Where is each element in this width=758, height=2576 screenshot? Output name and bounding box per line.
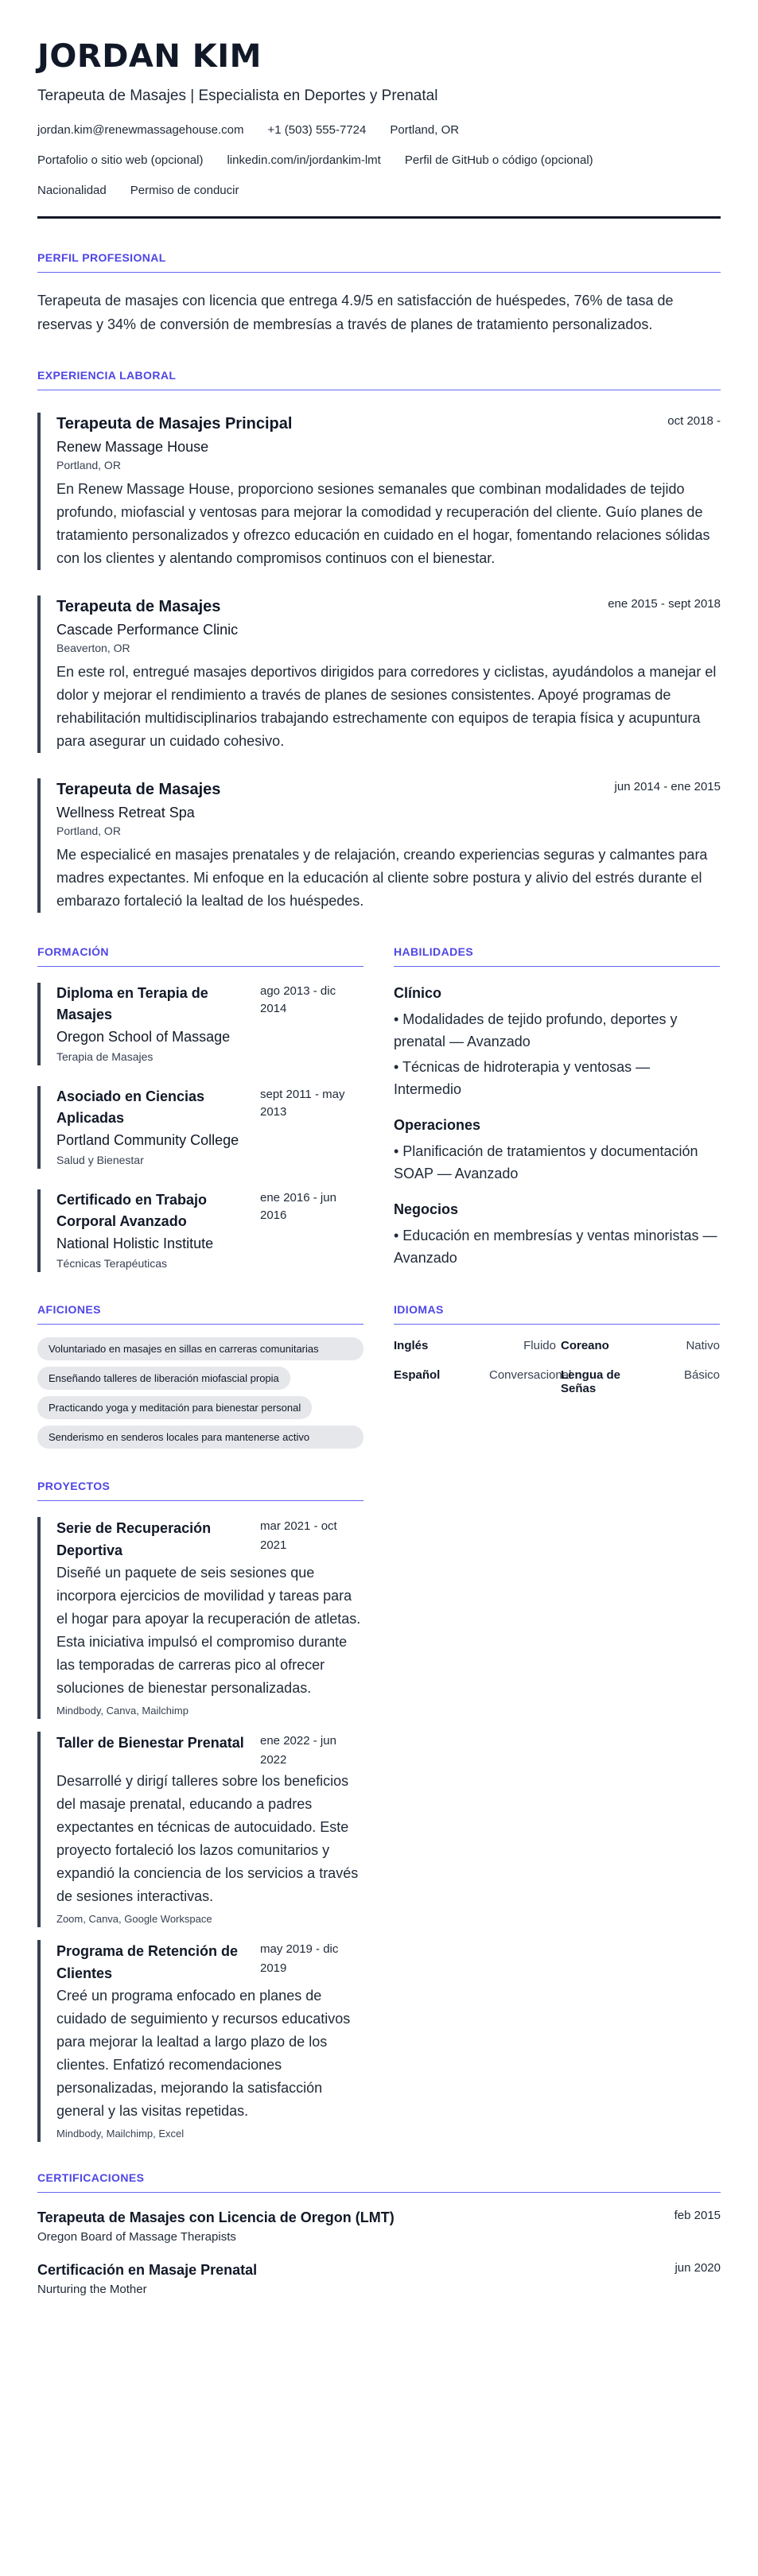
education-dates: ago 2013 - dic 2014 (260, 984, 336, 1015)
section-divider (37, 1324, 363, 1325)
job-company: Wellness Retreat Spa (56, 805, 195, 821)
education-institution: National Holistic Institute (56, 1236, 214, 1251)
contact-nationality: Nacionalidad (37, 184, 107, 197)
job-company: Renew Massage House (56, 439, 209, 455)
education-dates: ene 2016 - jun 2016 (260, 1191, 336, 1222)
job-dates: oct 2018 - (667, 414, 721, 428)
project-tools: Mindbody, Mailchimp, Excel (56, 2128, 185, 2140)
candidate-headline: Terapeuta de Masajes | Especialista en Deportes y Prenatal (37, 87, 438, 104)
language-level: Nativo (686, 1339, 720, 1352)
contact-linkedin[interactable]: linkedin.com/in/jordankim-lmt (227, 153, 381, 167)
experience-item (37, 778, 721, 913)
education-field: Técnicas Terapéuticas (56, 1257, 168, 1270)
experience-section (37, 368, 721, 913)
section-title: HABILIDADES (394, 945, 474, 958)
section-title: EXPERIENCIA LABORAL (37, 369, 177, 382)
header-divider (37, 216, 721, 219)
project-item (37, 1517, 363, 1719)
project-description: Desarrollé y dirigí talleres sobre los beneficios del masaje prenatal, educando a padres expectantes en técnicas de autocuidado. Este proyecto fortaleció los lazos comunitarios y expandió la conciencia de los servicios a través de sesiones interactivas. (56, 1773, 359, 1904)
certification-item (37, 2260, 721, 2299)
section-title: FORMACIÓN (37, 945, 109, 958)
skill-group (394, 1199, 720, 1269)
contact-location: Portland, OR (390, 123, 460, 137)
job-location: Portland, OR (56, 459, 121, 471)
education-skills-row (37, 945, 721, 1272)
summary-section (37, 250, 721, 336)
certification-issuer: Oregon Board of Massage Therapists (37, 2230, 236, 2244)
education-institution: Oregon School of Massage (56, 1029, 231, 1045)
project-item (37, 1732, 363, 1927)
project-description: Diseñé un paquete de seis sesiones que incorpora ejercicios de movilidad y tareas para el hogar para apoyar la recuperación de atletas. Esta iniciativa impulsó el compromiso durante las temporadas de carreras pico al ofrecer soluciones de bienestar personalizadas. (56, 1565, 361, 1696)
project-title: Programa de Retención de Clientes (56, 1943, 239, 1981)
certification-item (37, 2207, 721, 2247)
hobbies-section (37, 1302, 363, 1449)
candidate-name: JORDAN KIM (37, 38, 262, 75)
contact-phone[interactable]: +1 (503) 555-7724 (267, 123, 367, 137)
hobby-chip: Enseñando talleres de liberación miofascial propia (37, 1367, 290, 1390)
job-dates: ene 2015 - sept 2018 (608, 597, 721, 611)
project-tools: Mindbody, Canva, Mailchimp (56, 1705, 189, 1717)
job-title: Terapeuta de Masajes (56, 781, 221, 798)
summary-text: Terapeuta de masajes con licencia que entrega 4.9/5 en satisfacción de huéspedes, 76% de tasa de reservas y 34% de conversión de membresías a través de planes de tratamiento personalizados. (37, 293, 674, 332)
certification-issuer: Nurturing the Mother (37, 2283, 147, 2296)
skill-item: • Modalidades de tejido profundo, deportes y prenatal — Avanzado (394, 1011, 678, 1049)
job-description: Me especialicé en masajes prenatales y de relajación, creando experiencias seguras y calmantes para madres expectantes. Mi enfoque en la educación al cliente sobre postura y alivio del estrés durante el embarazo fortaleció la lealtad de los huéspedes. (56, 847, 708, 909)
project-title: Serie de Recuperación Deportiva (56, 1520, 212, 1558)
education-field: Terapia de Masajes (56, 1050, 154, 1063)
job-location: Portland, OR (56, 824, 121, 837)
project-description: Creé un programa enfocado en planes de cuidado de seguimiento y recursos educativos para mejorar la lealtad a largo plazo de los clientes. Enfatizó recomendaciones personalizadas, mejorando la satisfacción general y las visitas repetidas. (56, 1988, 351, 2119)
project-title: Taller de Bienestar Prenatal (56, 1735, 244, 1751)
job-description: En Renew Massage House, proporciono sesiones semanales que combinan modalidades de tejido profundo, miofascial y ventosas para mejorar la comodidad y recuperación del cliente. Guío planes de tratamiento personalizados y ofrezco educación en cuidado en el hogar, fomentando relaciones sólidas con los clientes y alentando compromisos continuos con el bienestar. (56, 481, 710, 566)
education-item (37, 983, 363, 1065)
section-title: AFICIONES (37, 1303, 101, 1316)
skill-group (394, 1115, 720, 1185)
language-level: Conversacional (489, 1368, 572, 1382)
project-dates: may 2019 - dic 2019 (260, 1942, 339, 1975)
education-institution: Portland Community College (56, 1132, 239, 1148)
contact-website[interactable]: Portafolio o sitio web (opcional) (37, 153, 204, 167)
education-field: Salud y Bienestar (56, 1154, 144, 1166)
project-item (37, 1940, 363, 2142)
education-dates: sept 2011 - may 2013 (260, 1088, 345, 1119)
language-name: Español (394, 1368, 441, 1382)
experience-item (37, 596, 721, 753)
degree-title: Certificado en Trabajo Corporal Avanzado (56, 1192, 208, 1229)
contact-driving-license: Permiso de conducir (130, 184, 239, 197)
education-item (37, 1086, 363, 1169)
skill-group-title: Clínico (394, 985, 442, 1001)
skill-item: • Educación en membresías y ventas minoristas — Avanzado (394, 1228, 717, 1266)
section-title: IDIOMAS (394, 1303, 444, 1316)
section-title: CERTIFICACIONES (37, 2171, 145, 2184)
section-title: PROYECTOS (37, 1480, 111, 1492)
hobby-list (37, 1337, 363, 1449)
language-list (394, 1339, 720, 1395)
project-tools: Zoom, Canva, Google Workspace (56, 1913, 212, 1925)
job-location: Beaverton, OR (56, 642, 130, 654)
job-title: Terapeuta de Masajes Principal (56, 415, 293, 433)
certification-name: Certificación en Masaje Prenatal (37, 2262, 258, 2278)
resume-header (37, 35, 721, 219)
skill-group (394, 983, 720, 1100)
language-level: Básico (683, 1368, 720, 1382)
section-divider (37, 272, 721, 273)
section-divider (394, 966, 720, 967)
section-divider (37, 966, 363, 967)
degree-title: Asociado en Ciencias Aplicadas (56, 1088, 205, 1126)
job-company: Cascade Performance Clinic (56, 622, 239, 638)
job-title: Terapeuta de Masajes (56, 598, 221, 615)
contact-email[interactable]: jordan.kim@renewmassagehouse.com (37, 123, 244, 137)
project-dates: ene 2022 - jun 2022 (260, 1734, 336, 1767)
hobby-chip: Senderismo en senderos locales para mantenerse activo (37, 1426, 363, 1449)
skill-group-title: Operaciones (394, 1117, 481, 1133)
projects-section (37, 1479, 363, 2142)
section-divider (394, 1324, 720, 1325)
section-divider (37, 2192, 721, 2193)
language-name: Coreano (561, 1339, 609, 1352)
certifications-section (37, 2171, 721, 2299)
language-level: Fluido (523, 1339, 556, 1352)
hobby-chip: Practicando yoga y meditación para bienestar personal (37, 1396, 312, 1419)
skills-section (394, 945, 720, 1272)
skill-item: • Técnicas de hidroterapia y ventosas — Intermedio (394, 1059, 651, 1097)
job-description: En este rol, entregué masajes deportivos dirigidos para corredores y ciclistas, ayudándolos a manejar el dolor y mejorar el rendimiento a través de planes de sesiones consistentes. Apoyé programas de rehabilitación multidisciplinarios trabajando estrechamente con equipos de terapia física y acupuntura para asegurar un cuidado cohesivo. (56, 664, 717, 749)
certification-name: Terapeuta de Masajes con Licencia de Oregon (LMT) (37, 2209, 395, 2225)
skill-item: • Planificación de tratamientos y documentación SOAP — Avanzado (394, 1143, 698, 1181)
hobby-chip: Voluntariado en masajes en sillas en carreras comunitarias (37, 1337, 363, 1360)
education-item (37, 1189, 363, 1272)
language-name: Lengua de Señas (561, 1368, 621, 1395)
language-name: Inglés (394, 1339, 429, 1352)
certification-date: feb 2015 (674, 2209, 721, 2222)
experience-item (37, 413, 721, 570)
project-dates: mar 2021 - oct 2021 (260, 1519, 337, 1552)
skill-group-title: Negocios (394, 1201, 459, 1217)
section-divider (37, 1500, 363, 1501)
education-section (37, 945, 363, 1272)
certification-date: jun 2020 (674, 2261, 721, 2275)
degree-title: Diploma en Terapia de Masajes (56, 985, 208, 1022)
job-dates: jun 2014 - ene 2015 (614, 780, 721, 793)
languages-section (394, 1302, 720, 1449)
section-title: PERFIL PROFESIONAL (37, 251, 166, 264)
hobbies-languages-row (37, 1302, 721, 1449)
contact-info (37, 122, 721, 199)
contact-github[interactable]: Perfil de GitHub o código (opcional) (404, 153, 593, 167)
